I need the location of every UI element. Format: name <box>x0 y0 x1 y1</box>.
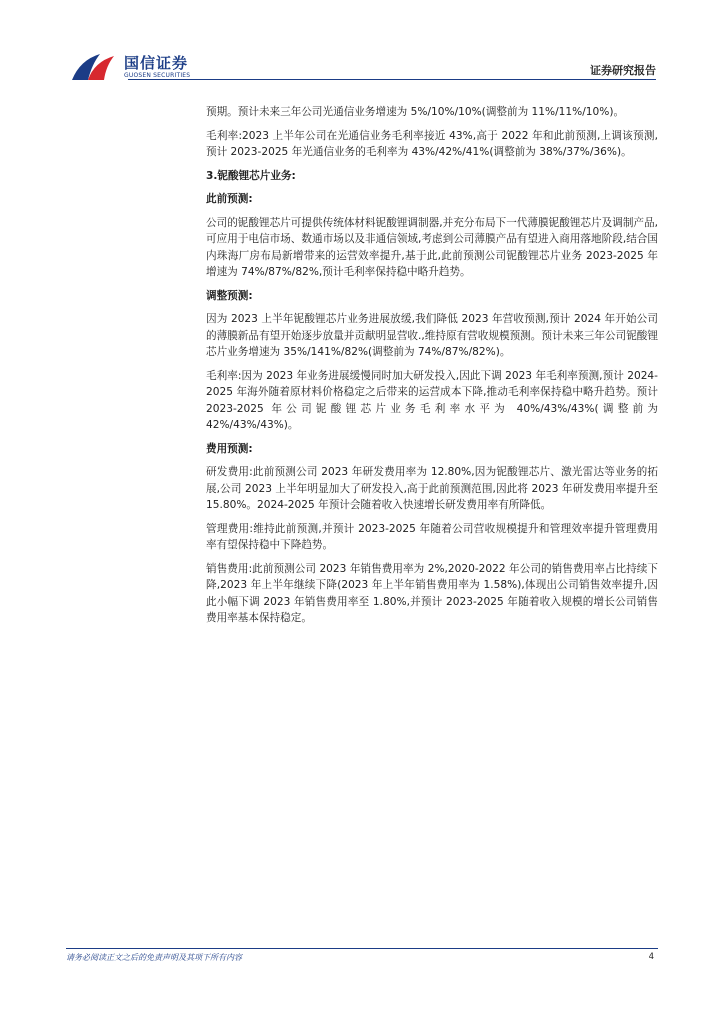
brand-name-cn: 国信证券 <box>124 54 189 72</box>
guosen-logo-mark-icon <box>70 50 122 82</box>
paragraph-admin-expense: 管理费用:维持此前预测,并预计 2023-2025 年随着公司营收规模提升和管理效率提升管理费用率有望保持稳中下降趋势。 <box>206 522 658 551</box>
page-header <box>0 0 724 90</box>
paragraph-sales-expense: 销售费用:此前预测公司 2023 年销售费用率为 2%,2020-2022 年公司的销售费用率占比持续下降,2023 年上半年继续下降(2023 年上半年销售费用率为 1.58%),体现出公司销售效率提升,因此小幅下调 2023 年销售费用率至 1.80%,并预计 2023-2025 年随着收入规模的增长公司销售费用率基本保持稳定。 <box>206 562 658 624</box>
footer-divider <box>66 948 658 949</box>
report-body <box>206 104 658 634</box>
guosen-logo <box>70 50 210 86</box>
paragraph-optical-margin: 毛利率:2023 上半年公司在光通信业务毛利率接近 43%,高于 2022 年和此前预测,上调该预测,预计 2023-2025 年光通信业务的毛利率为 43%/42%/41%(调整前为 38%/37%/36%)。 <box>206 129 658 158</box>
footer-disclaimer: 请务必阅读正文之后的免责声明及其项下所有内容 <box>66 953 242 962</box>
paragraph-linbo3-adjusted: 因为 2023 上半年铌酸锂芯片业务进展放缓,我们降低 2023 年营收预测,预计 2024 年开始公司的薄膜新品有望开始逐步放量并贡献明显营收.,维持原有营收规模预测。预计未来三年公司铌酸锂芯片业务增速为 35%/141%/82%(调整前为 74%/87%/82%)。 <box>206 313 658 358</box>
section-heading-linbo3: 3.铌酸锂芯片业务: <box>206 169 296 182</box>
subheading-expense-forecast: 费用预测: <box>206 442 253 455</box>
paragraph-linbo3-previous: 公司的铌酸锂芯片可提供传统体材料铌酸锂调制器,并充分布局下一代薄膜铌酸锂芯片及调制产品,可应用于电信市场、数通市场以及非通信领域,考虑到公司薄膜产品有望进入商用落地阶段,结合国内珠海厂房布局新增带来的运营效率提升,基于此,此前预测公司铌酸锂芯片业务 2023-2025 年增速为 74%/87%/82%,预计毛利率保持稳中略升趋势。 <box>206 216 658 278</box>
header-divider <box>128 79 656 80</box>
paragraph-linbo3-margin: 毛利率:因为 2023 年业务进展缓慢同时加大研发投入,因此下调 2023 年毛利率预测,预计 2024-2025 年海外随着原材料价格稳定之后带来的运营成本下降,推动毛利率保持稳中略升趋势。预计 2023-2025 年公司铌酸锂芯片业务毛利率水平为 40%/43%/43%(调整前为 42%/43%/43%)。 <box>206 369 658 431</box>
paragraph-rd-expense: 研发费用:此前预测公司 2023 年研发费用率为 12.80%,因为铌酸锂芯片、激光雷达等业务的拓展,公司 2023 上半年明显加大了研发投入,高于此前预测范围,因此将 2023 年研发费用率提升至 15.80%。2024-2025 年预计会随着收入快速增长研发费用率有所降低。 <box>206 466 658 511</box>
report-type-label: 证券研究报告 <box>590 64 656 77</box>
page-number: 4 <box>648 952 654 962</box>
subheading-adjusted-forecast: 调整预测: <box>206 289 253 302</box>
brand-name-en: GUOSEN SECURITIES <box>124 72 191 79</box>
paragraph-optical-growth: 预期。预计未来三年公司光通信业务增速为 5%/10%/10%(调整前为 11%/11%/10%)。 <box>206 106 625 118</box>
subheading-previous-forecast: 此前预测: <box>206 193 253 205</box>
